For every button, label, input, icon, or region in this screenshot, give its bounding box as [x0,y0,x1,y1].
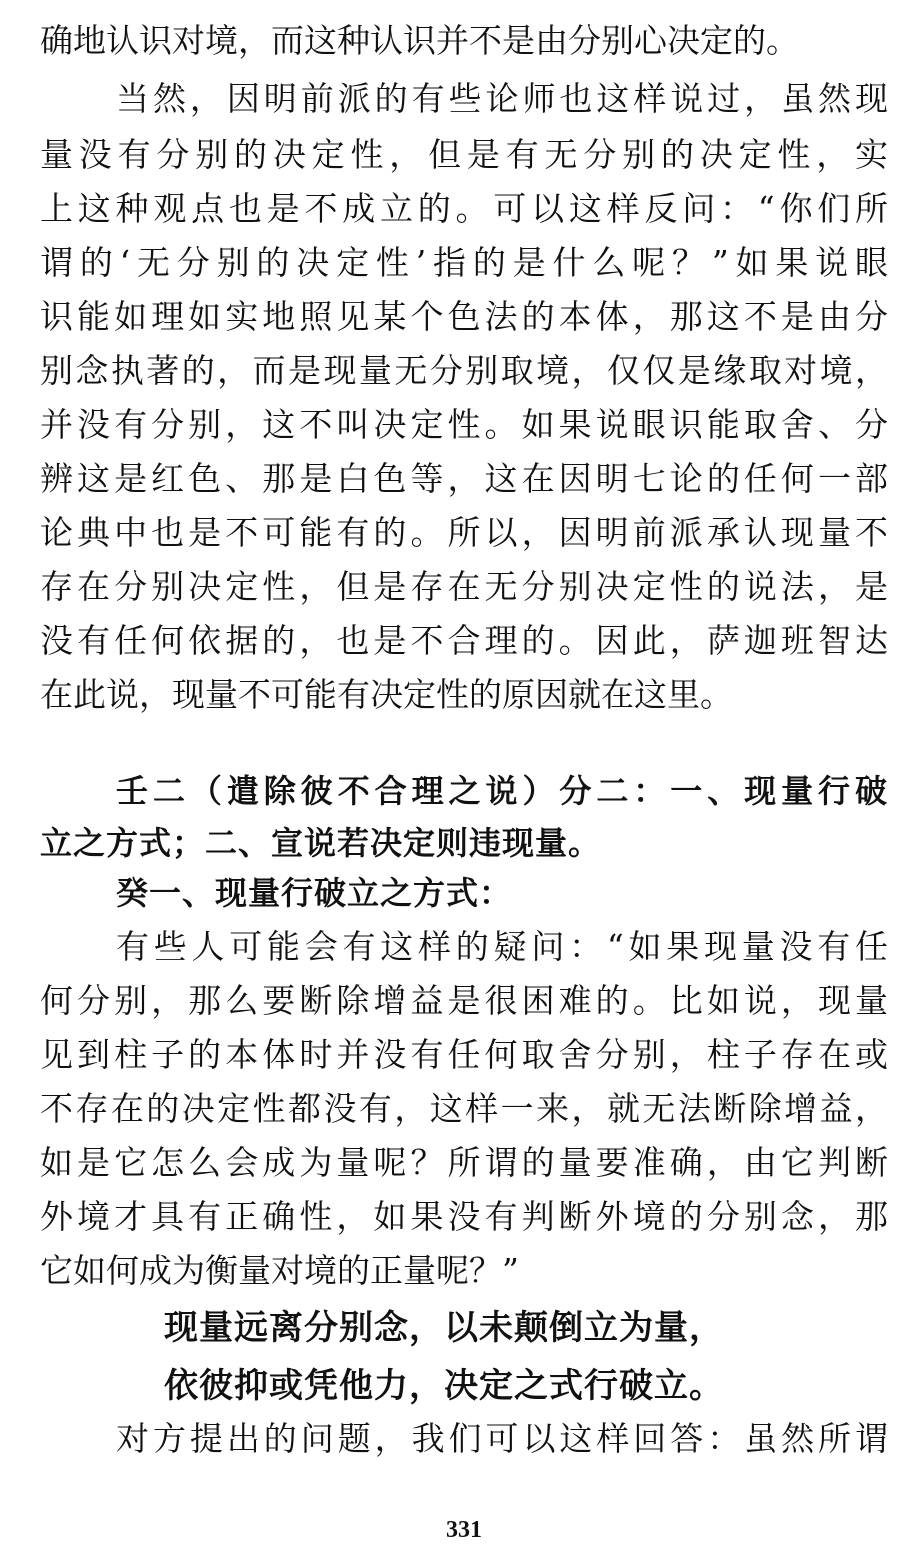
text-line: 存在分别决定性，但是存在无分别决定性的说法，是 [40,567,888,606]
text-line: 如是它怎么会成为量呢？所谓的量要准确，由它判断 [40,1143,888,1182]
text-line: 见到柱子的本体时并没有任何取舍分别，柱子存在或 [40,1035,888,1074]
text-line: 量没有分别的决定性，但是有无分别的决定性，实 [40,135,888,174]
text-line: 有些人可能会有这样的疑问：“如果现量没有任 [116,927,888,966]
text-line: 当然，因明前派的有些论师也这样说过，虽然现 [116,79,888,118]
text-line: 它如何成为衡量对境的正量呢？” [40,1251,519,1290]
text-line: 别念执著的，而是现量无分别取境，仅仅是缘取对境， [40,351,888,390]
text-line: 在此说，现量不可能有决定性的原因就在这里。 [40,675,733,714]
text-line: 确地认识对境，而这种认识并不是由分别心决定的。 [40,21,799,60]
verse-line: 现量远离分别念，以未颠倒立为量， [164,1308,724,1348]
text-line: 对方提出的问题，我们可以这样回答：虽然所谓 [116,1419,888,1458]
subsection-heading: 癸一、现量行破立之方式： [116,874,513,912]
text-line: 不存在的决定性都没有，这样一来，就无法断除增益， [40,1089,888,1128]
text-line: 外境才具有正确性，如果没有判断外境的分别念，那 [40,1197,888,1236]
page-number: 331 [446,1517,482,1543]
text-line: 并没有分别，这不叫决定性。如果说眼识能取舍、分 [40,405,888,444]
text-line: 辨这是红色、那是白色等，这在因明七论的任何一部 [40,459,888,498]
document-page [40,0,888,1554]
text-line: 没有任何依据的，也是不合理的。因此，萨迦班智达 [40,621,888,660]
text-line: 识能如理如实地照见某个色法的本体，那这不是由分 [40,297,888,336]
text-line: 上这种观点也是不成立的。可以这样反问：“你们所 [40,189,888,228]
text-line: 论典中也是不可能有的。所以，因明前派承认现量不 [40,513,888,552]
verse-line: 依彼抑或凭他力，决定之式行破立。 [164,1366,724,1406]
text-line: 何分别，那么要断除增益是很困难的。比如说，现量 [40,981,888,1020]
text-line: 谓的‘无分别的决定性’指的是什么呢？”如果说眼 [40,243,888,282]
section-heading-line: 立之方式；二、宣说若决定则违现量。 [40,824,602,862]
section-heading-line: 壬二（遣除彼不合理之说）分二：一、现量行破 [116,772,888,810]
